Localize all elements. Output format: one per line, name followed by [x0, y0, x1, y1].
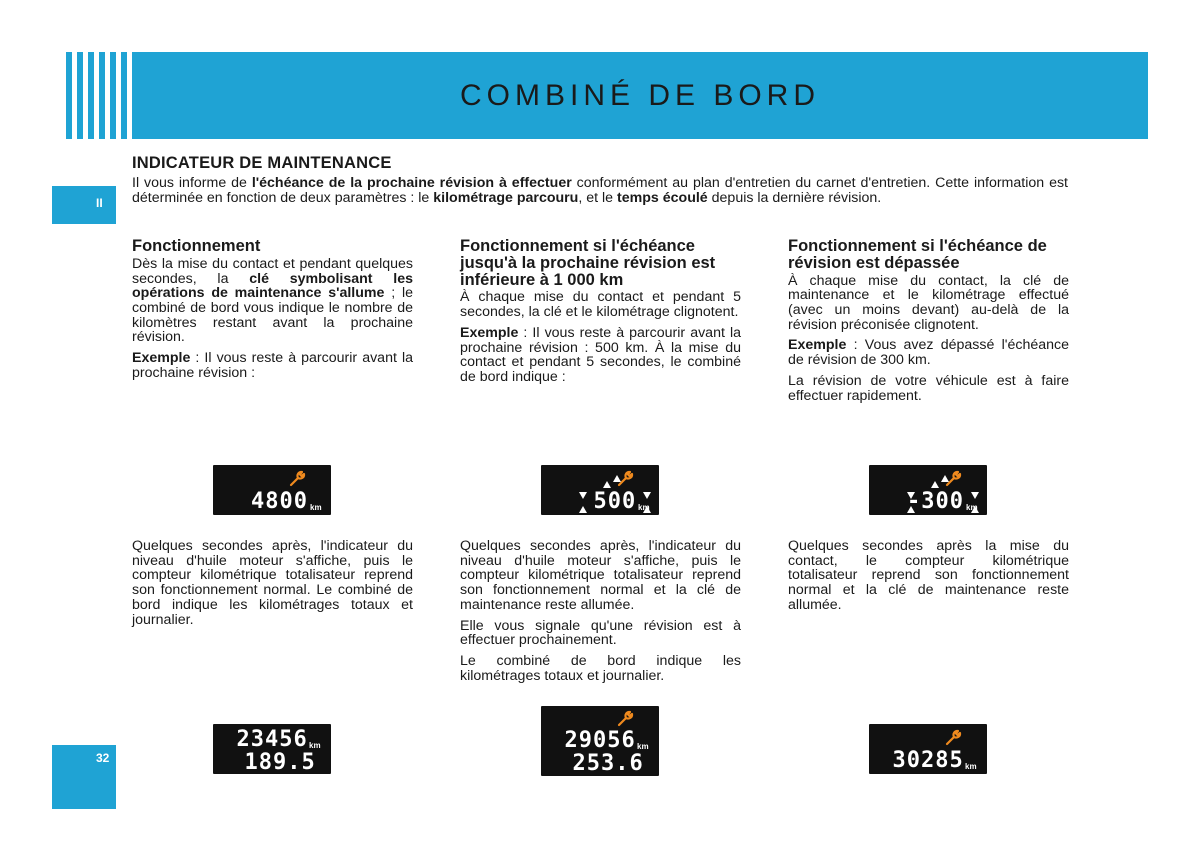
column-paragraph [460, 290, 741, 319]
text-run: , et le [578, 190, 618, 206]
bold-run: l'échéance de la prochaine révision à effectuer [251, 175, 572, 191]
lcd-display-4800 [213, 465, 331, 515]
header-band [132, 52, 1148, 139]
text-run: depuis la dernière révision. [707, 190, 882, 206]
text-run: : Il vous reste à parcourir avant la prochaine révision : [132, 350, 413, 381]
after-text [132, 539, 413, 627]
chapter-tab [52, 186, 116, 224]
text-run: À chaque mise du contact et pendant 5 secondes, la clé et le kilométrage clignotent. [460, 289, 741, 321]
text-run: : Il vous reste à parcourir avant la prochaine révision : 500 km. À la mise du contact et pendant 5 secondes, le combiné de bord indique : [460, 324, 741, 385]
bold-run: Exemple [460, 324, 519, 341]
lcd-digits: 253.6 [572, 751, 644, 776]
text-run: : Vous avez dépassé l'échéance de révision de 300 km. [788, 337, 1069, 369]
lcd-digits: 23456 [236, 727, 308, 752]
lcd-digits: 30285 [892, 748, 964, 773]
after-paragraph: Quelques secondes après, l'indicateur du niveau d'huile moteur s'affiche, puis le compteur kilométrique totalisateur reprend son fonctionnement normal et la clé de maintenance reste allumée. [460, 538, 741, 613]
intro-paragraph [132, 176, 1068, 206]
column-depassee [788, 238, 1069, 403]
after-paragraph: Quelques secondes après, l'indicateur du niveau d'huile moteur s'affiche, puis le compteur kilométrique totalisateur reprend son fonctionnement normal. Le combiné de bord indique les kilométrages totaux et journalier. [132, 538, 413, 628]
triangle-marker [613, 475, 621, 482]
lcd-unit: km [310, 503, 322, 512]
after-text [460, 539, 741, 683]
lcd-digits: 4800 [251, 489, 308, 514]
text-run: À chaque mise du contact, la clé de maintenance et le kilométrage effectué (avec un moins devant) au-delà de la révision préconisée clignotent. [788, 272, 1069, 333]
wrench-icon [616, 709, 634, 727]
column-paragraph [132, 257, 413, 345]
wrench-icon [288, 469, 306, 487]
triangle-marker [643, 492, 651, 499]
column-fonctionnement [132, 238, 413, 380]
column-paragraph [788, 274, 1069, 333]
lcd-display-totals-29056 [541, 706, 659, 776]
column-heading: Fonctionnement si l'échéance jusqu'à la prochaine révision est inférieure à 1 000 km [460, 237, 716, 289]
triangle-marker [579, 492, 587, 499]
lcd-unit: km [638, 503, 650, 512]
section-title: INDICATEUR DE MAINTENANCE [132, 154, 392, 172]
lcd-digits: 189.5 [244, 750, 316, 775]
triangle-marker [603, 481, 611, 488]
column-paragraph [460, 326, 741, 385]
column-heading: Fonctionnement [132, 237, 261, 255]
bold-run: temps écoulé [617, 190, 708, 206]
lcd-unit: km [309, 741, 321, 750]
column-paragraph [788, 374, 1069, 403]
page-title: COMBINÉ DE BORD [459, 79, 821, 112]
text-run: La révision de votre véhicule est à faire effectuer rapidement. [788, 372, 1069, 404]
triangle-marker [941, 475, 949, 482]
column-inferieure-1000 [460, 238, 741, 385]
lcd-digits: 500 [593, 489, 637, 514]
lcd-unit: km [965, 762, 977, 771]
bold-run: kilométrage parcouru [433, 190, 579, 206]
bold-run: clé symbolisant les opérations de maintenance s'allume [132, 270, 413, 302]
lcd-digits: -300 [907, 489, 964, 514]
triangle-marker [971, 492, 979, 499]
text-run: conformément au plan d'entretien du carnet d'entretien. Cette information est déterminée en fonction de deux paramètres : le [132, 175, 1068, 206]
page-number: 32 [96, 751, 110, 765]
wrench-icon [944, 728, 962, 746]
lcd-display-total-30285 [869, 724, 987, 774]
triangle-marker [931, 481, 939, 488]
after-paragraph: Elle vous signale qu'une révision est à effectuer prochainement. [460, 617, 741, 649]
lcd-digits: 29056 [564, 728, 636, 753]
lcd-display-totals-23456 [213, 724, 331, 774]
text-run: Dès la mise du contact et pendant quelques secondes, la [132, 255, 413, 287]
triangle-marker [579, 506, 587, 513]
text-run: Il vous informe de [132, 175, 252, 191]
column-paragraph [788, 338, 1069, 367]
column-paragraph [132, 351, 413, 380]
column-heading: Fonctionnement si l'échéance de révision est dépassée [788, 237, 1047, 272]
lcd-display-minus-300 [869, 465, 987, 515]
lcd-unit: km [637, 742, 649, 751]
text-run: ; le combiné de bord vous indique le nombre de kilomètres restant avant la prochaine révision. [132, 285, 413, 346]
page-number-tab [52, 745, 116, 809]
after-paragraph: Quelques secondes après la mise du contact, le compteur kilométrique totalisateur reprend son fonctionnement normal et la clé de maintenance reste allumée. [788, 538, 1069, 613]
chapter-tab-label: II [96, 196, 103, 210]
lcd-display-500 [541, 465, 659, 515]
bold-run: Exemple [788, 337, 847, 354]
after-paragraph: Le combiné de bord indique les kilométrages totaux et journalier. [460, 652, 741, 684]
after-text [788, 539, 1069, 613]
bold-run: Exemple [132, 350, 191, 367]
lcd-unit: km [966, 503, 978, 512]
